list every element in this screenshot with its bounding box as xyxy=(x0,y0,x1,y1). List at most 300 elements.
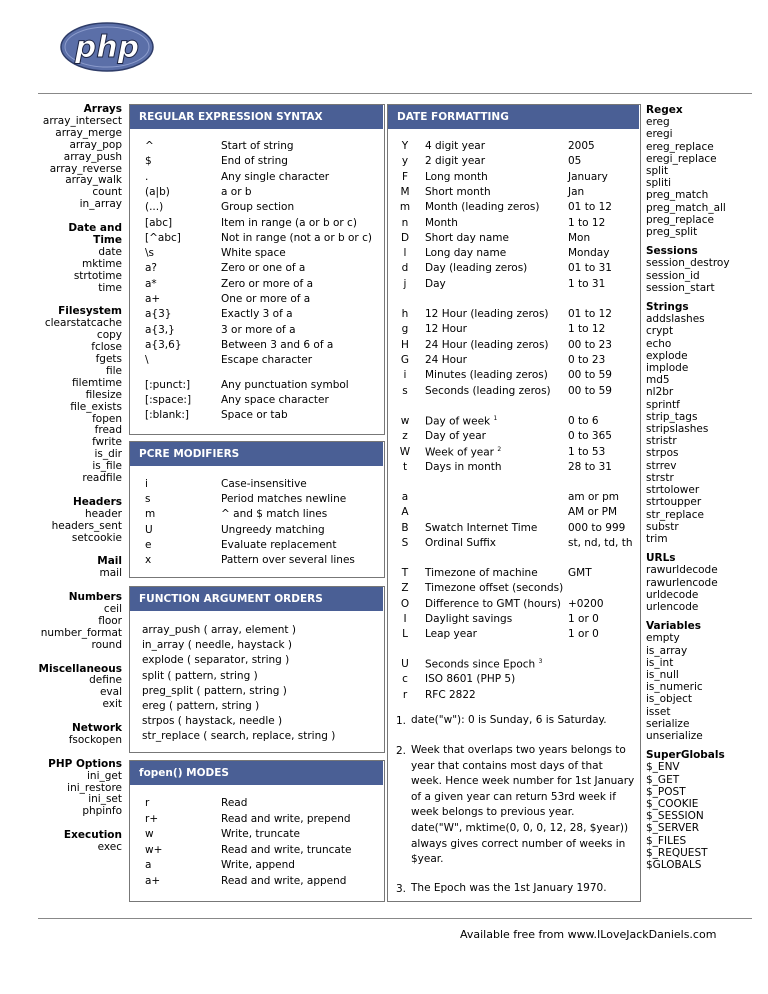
section-gap xyxy=(38,747,122,759)
date-char: m xyxy=(399,201,411,214)
date-description: 2 digit year xyxy=(425,155,486,168)
date-char: A xyxy=(401,506,409,519)
function-item: is_dir xyxy=(94,448,122,461)
regex-token: a{3,6} xyxy=(145,338,182,351)
note-text: year that contains most days of that xyxy=(411,759,603,772)
date-char: I xyxy=(403,612,407,625)
date-description: Difference to GMT (hours) xyxy=(425,597,562,610)
date-char: g xyxy=(401,323,409,336)
regex-meaning: a or b xyxy=(221,185,252,198)
date-char: S xyxy=(401,536,409,549)
section-gap xyxy=(646,545,756,552)
function-item: stristr xyxy=(646,435,677,448)
regex-token: (a|b) xyxy=(145,185,170,198)
date-char: G xyxy=(400,353,410,366)
pcre-flag: m xyxy=(145,508,156,521)
date-char: a xyxy=(401,491,409,503)
function-item: preg_split xyxy=(646,226,698,239)
function-item: file_exists xyxy=(70,400,122,413)
function-item: is_array xyxy=(646,644,688,657)
section-heading: SuperGlobals xyxy=(646,749,725,762)
section-gap xyxy=(646,238,756,245)
php-logo xyxy=(60,22,154,72)
function-item: copy xyxy=(96,329,122,342)
func-signature: explode ( separator, string ) xyxy=(142,654,290,667)
fopen-meaning: Read and write, truncate xyxy=(221,843,352,856)
function-item: substr xyxy=(646,520,679,533)
regex-meaning: Any punctuation symbol xyxy=(221,378,349,391)
regex-meaning: Zero or more of a xyxy=(221,277,314,290)
function-item: is_numeric xyxy=(646,681,703,694)
date-example: 1 to 12 xyxy=(568,323,606,336)
date-description: Day xyxy=(425,277,446,290)
date-description: Long day name xyxy=(425,247,507,260)
function-item: phpinfo xyxy=(82,805,122,818)
function-item: count xyxy=(92,186,122,199)
date-description: Short day name xyxy=(425,231,509,244)
regex-token: \ xyxy=(145,354,149,367)
date-description: 24 Hour (leading zeros) xyxy=(425,338,549,351)
section-heading: Execution xyxy=(63,829,122,842)
note-text: week belongs to previous year. xyxy=(411,806,575,819)
function-item: eregi_replace xyxy=(646,152,717,165)
function-item: crypt xyxy=(646,325,674,338)
regex-meaning: Group section xyxy=(221,201,295,214)
fopen-meaning: Write, append xyxy=(221,859,295,871)
regex-meaning: Exactly 3 of a xyxy=(221,308,293,321)
func-signature: in_array ( needle, haystack ) xyxy=(142,639,293,652)
date-char: Y xyxy=(401,140,409,152)
note-number: 2. xyxy=(396,745,407,757)
date-example: 1 to 31 xyxy=(568,277,606,290)
function-item: urldecode xyxy=(646,588,699,601)
fopen-mode: w xyxy=(145,828,154,840)
function-item: preg_match_all xyxy=(646,201,726,214)
section-heading: Filesystem xyxy=(58,305,122,318)
function-item: array_push xyxy=(63,150,122,163)
func-signature: preg_split ( pattern, string ) xyxy=(142,684,287,697)
fopen-meaning: Read and write, prepend xyxy=(221,812,351,825)
function-item: session_id xyxy=(646,269,700,282)
function-item: mktime xyxy=(81,257,122,270)
function-item: spliti xyxy=(646,177,672,190)
date-char: Z xyxy=(401,582,409,595)
function-item: array_pop xyxy=(69,138,122,151)
function-item: is_object xyxy=(646,693,692,706)
func-title: FUNCTION ARGUMENT ORDERS xyxy=(130,587,383,611)
function-item: preg_match xyxy=(646,189,709,202)
date-char: H xyxy=(401,338,409,351)
section-heading: PHP Options xyxy=(48,757,122,770)
date-char: y xyxy=(401,155,409,168)
date-example: 00 to 23 xyxy=(568,338,612,351)
fopen-mode: a+ xyxy=(145,874,161,887)
function-item: array_intersect xyxy=(42,114,122,127)
regex-meaning: Any single character xyxy=(221,170,330,183)
function-item: nl2br xyxy=(646,386,674,399)
date-char: T xyxy=(401,567,409,579)
regex-token: \s xyxy=(145,247,155,260)
date-char: l xyxy=(403,247,407,260)
date-example: 1 or 0 xyxy=(568,628,599,641)
function-item: strpos xyxy=(646,447,679,460)
date-char: O xyxy=(400,597,410,610)
date-description: Month xyxy=(425,216,458,229)
date-char: M xyxy=(400,185,410,198)
regex-title: REGULAR EXPRESSION SYNTAX xyxy=(130,105,383,129)
section-heading: Numbers xyxy=(68,591,122,604)
date-description: Long month xyxy=(425,170,488,183)
date-description: Leap year xyxy=(425,628,477,641)
function-item: setcookie xyxy=(71,531,122,544)
fopen-mode: w+ xyxy=(145,843,163,856)
date-example: st, nd, td, th xyxy=(568,536,633,549)
note-number: 1. xyxy=(396,715,407,727)
function-item: $_ENV xyxy=(646,761,680,774)
date-example: 0 to 6 xyxy=(568,415,599,427)
function-item: headers_sent xyxy=(51,519,122,532)
footnote-ref: 2 xyxy=(497,445,502,453)
date-example: 1 or 0 xyxy=(568,612,599,625)
section-heading: Miscellaneous xyxy=(38,662,122,675)
function-item: array_merge xyxy=(55,126,122,139)
date-char: F xyxy=(401,170,409,183)
function-item: fsockopen xyxy=(68,733,122,746)
note-text: week. Hence week number for 1st January xyxy=(411,775,635,788)
date-example: Monday xyxy=(568,247,610,260)
date-example: 28 to 31 xyxy=(568,460,612,473)
pcre-meaning: ^ and $ match lines xyxy=(221,508,328,521)
function-item: eregi xyxy=(646,128,673,141)
regex-token: ^ xyxy=(145,140,154,152)
function-item: ini_set xyxy=(88,793,122,806)
function-item: readfile xyxy=(82,472,122,485)
regex-meaning: Any space character xyxy=(221,393,329,406)
footer-credit: Available free from www.ILoveJackDaniels.com xyxy=(460,928,717,941)
date-description: Minutes (leading zeros) xyxy=(425,369,548,382)
left-function-index xyxy=(38,104,122,854)
pcre-flag: x xyxy=(145,554,152,566)
function-item: number_format xyxy=(40,626,122,639)
regex-meaning: Space or tab xyxy=(221,409,288,422)
note-text: The Epoch was the 1st January 1970. xyxy=(411,882,607,894)
function-item: split xyxy=(646,165,669,178)
date-description: 24 Hour xyxy=(425,353,467,366)
function-item: $GLOBALS xyxy=(646,858,702,871)
function-item: in_array xyxy=(79,198,122,211)
section-heading: Headers xyxy=(72,495,122,508)
function-item: unserialize xyxy=(646,729,703,742)
date-description: Week of year $^2$ xyxy=(425,445,502,459)
function-item: addslashes xyxy=(646,313,705,326)
date-char: z xyxy=(402,430,408,443)
note-number: 3. xyxy=(396,883,407,895)
pcre-meaning: Case-insensitive xyxy=(221,478,307,490)
date-description: RFC 2822 xyxy=(425,688,476,701)
regex-token: a{3,} xyxy=(145,323,175,336)
function-item: serialize xyxy=(646,717,690,730)
date-example: 1 to 53 xyxy=(568,445,606,458)
note-text: Week that overlaps two years belongs to xyxy=(411,744,626,756)
date-description: Days in month xyxy=(425,460,502,473)
pcre-flag: s xyxy=(145,493,151,506)
date-example: 0 to 23 xyxy=(568,353,606,366)
date-example: Jan xyxy=(568,185,585,198)
section-heading: Mail xyxy=(97,555,122,568)
section-gap xyxy=(646,613,756,620)
function-item: session_start xyxy=(646,281,715,294)
date-description: 4 digit year xyxy=(425,140,486,152)
date-description: Day of week $^1$ xyxy=(425,415,498,428)
date-description: ISO 8601 (PHP 5) xyxy=(425,673,516,686)
regex-meaning: Start of string xyxy=(221,140,294,152)
func-signature: str_replace ( search, replace, string ) xyxy=(142,730,336,743)
pcre-title: PCRE MODIFIERS xyxy=(130,442,383,466)
date-char: s xyxy=(402,384,408,397)
date-char: w xyxy=(400,415,410,427)
function-item: $_COOKIE xyxy=(646,797,699,810)
fopen-mode: r xyxy=(145,797,150,809)
date-example: Mon xyxy=(568,231,591,244)
function-item: is_file xyxy=(92,460,122,473)
top-rule xyxy=(38,93,752,94)
date-description: Ordinal Suffix xyxy=(425,536,497,549)
regex-token: a* xyxy=(145,277,157,290)
date-example: 01 to 12 xyxy=(568,308,612,320)
regex-token: (...) xyxy=(145,201,164,214)
regex-token: $ xyxy=(145,155,152,168)
fopen-meaning: Write, truncate xyxy=(221,828,300,840)
function-item: exit xyxy=(102,698,122,711)
function-item: floor xyxy=(98,614,122,627)
date-char: d xyxy=(401,262,409,275)
function-item: ini_restore xyxy=(67,781,122,794)
function-item: session_destroy xyxy=(646,257,730,270)
section-heading: Date and Time xyxy=(68,222,122,246)
function-item: define xyxy=(89,674,122,687)
fopen-mode: r+ xyxy=(145,812,159,825)
regex-token: [:punct:] xyxy=(145,378,191,391)
section-heading: Variables xyxy=(646,620,701,633)
date-char: h xyxy=(401,308,409,320)
function-item: header xyxy=(85,507,122,520)
date-description: Month (leading zeros) xyxy=(425,201,540,214)
note-text: of a given year can return 53rd week if xyxy=(411,790,616,803)
function-item: ini_get xyxy=(87,769,122,782)
date-example: GMT xyxy=(568,567,592,579)
regex-meaning: Item in range (a or b or c) xyxy=(221,216,357,229)
date-char: L xyxy=(402,628,408,641)
function-item: filemtime xyxy=(72,376,122,389)
function-item: mail xyxy=(99,567,122,580)
bottom-rule xyxy=(38,918,752,919)
date-char: U xyxy=(401,658,409,670)
function-item: is_null xyxy=(646,668,679,681)
pcre-flag: e xyxy=(145,538,152,551)
date-char: t xyxy=(402,460,408,473)
function-item: fwrite xyxy=(92,436,122,449)
date-example: 05 xyxy=(568,155,582,168)
function-item: strstr xyxy=(646,471,674,484)
function-item: fgets xyxy=(95,353,122,365)
regex-meaning: Zero or one of a xyxy=(221,262,306,275)
regex-meaning: Escape character xyxy=(221,354,313,367)
function-item: preg_replace xyxy=(646,213,714,226)
svg-text:php: php xyxy=(74,30,140,65)
regex-token: [:blank:] xyxy=(145,409,190,422)
date-description: Timezone offset (seconds) xyxy=(425,582,564,595)
function-item: stripslashes xyxy=(646,423,709,436)
date-description: Seconds (leading zeros) xyxy=(425,384,551,397)
function-item: ceil xyxy=(103,602,122,615)
func-signature: ereg ( pattern, string ) xyxy=(142,700,260,712)
function-item: $_SERVER xyxy=(646,822,700,835)
fopen-meaning: Read and write, append xyxy=(221,874,347,887)
function-item: is_int xyxy=(646,656,674,669)
function-item: fopen xyxy=(92,412,122,425)
date-char: D xyxy=(400,231,410,244)
note-text: always gives correct number of weeks in xyxy=(411,837,626,850)
note-text: date("W", mktime(0, 0, 0, 12, 28, $year)) xyxy=(411,822,629,834)
function-item: strtotime xyxy=(73,269,122,282)
date-description: Day of year xyxy=(425,430,486,443)
regex-meaning: Between 3 and 6 of a xyxy=(221,338,334,351)
date-char: r xyxy=(402,688,408,701)
function-item: $_POST xyxy=(646,785,686,798)
date-char: i xyxy=(403,369,407,382)
pcre-meaning: Period matches newline xyxy=(221,493,347,506)
function-item: file xyxy=(106,364,122,377)
function-item: strtoupper xyxy=(646,496,702,509)
pcre-flag: i xyxy=(145,478,148,490)
function-item: array_walk xyxy=(65,174,122,187)
fopen-meaning: Read xyxy=(221,797,248,809)
date-description: Short month xyxy=(425,185,491,198)
function-item: implode xyxy=(646,362,689,375)
function-item: str_replace xyxy=(646,508,704,521)
function-item: echo xyxy=(646,337,672,350)
date-description: Daylight savings xyxy=(425,612,513,625)
regex-token: a? xyxy=(145,262,158,275)
function-item: strtolower xyxy=(646,484,700,497)
regex-meaning: White space xyxy=(221,247,286,260)
fopen-mode: a xyxy=(145,859,152,871)
function-item: rawurldecode xyxy=(646,564,718,577)
date-description: 12 Hour (leading zeros) xyxy=(425,308,549,320)
func-signature: strpos ( haystack, needle ) xyxy=(142,715,283,728)
function-item: date xyxy=(98,245,122,258)
date-example: AM or PM xyxy=(568,506,618,519)
regex-token: [:space:] xyxy=(145,393,192,406)
footnote-ref: 1 xyxy=(493,415,498,422)
date-title: DATE FORMATTING xyxy=(388,105,639,129)
function-item: fclose xyxy=(91,341,122,354)
date-description: Timezone of machine xyxy=(425,567,538,579)
section-heading: Regex xyxy=(646,104,683,116)
date-char: n xyxy=(401,216,409,229)
date-description: Swatch Internet Time xyxy=(425,521,538,534)
date-description: Seconds since Epoch $^3$ xyxy=(425,658,543,671)
function-item: $_FILES xyxy=(646,834,687,847)
function-item: $_SESSION xyxy=(646,810,704,823)
section-heading: Sessions xyxy=(646,245,698,258)
footnote-ref: 3 xyxy=(538,658,543,665)
func-signature: array_push ( array, element ) xyxy=(142,624,296,636)
pcre-meaning: Pattern over several lines xyxy=(221,554,355,566)
function-item: sprintf xyxy=(646,398,680,411)
pcre-meaning: Evaluate replacement xyxy=(221,538,337,551)
date-char: W xyxy=(399,445,411,458)
function-item: $_REQUEST xyxy=(646,846,708,859)
function-item: rawurlencode xyxy=(646,576,718,589)
date-example: January xyxy=(568,170,608,183)
pcre-flag: U xyxy=(145,523,153,536)
function-item: ereg xyxy=(646,116,670,129)
date-example: 000 to 999 xyxy=(568,521,626,534)
date-example: +0200 xyxy=(568,597,604,610)
function-item: ereg_replace xyxy=(646,140,714,153)
note-text: date("w"): 0 is Sunday, 6 is Saturday. xyxy=(411,714,607,726)
section-gap xyxy=(646,294,756,301)
function-item: explode xyxy=(646,349,688,362)
regex-token: [^abc] xyxy=(145,231,181,244)
section-heading: Network xyxy=(71,722,122,735)
function-item: time xyxy=(98,281,122,294)
function-item: clearstatcache xyxy=(44,317,122,330)
function-item: trim xyxy=(646,532,668,545)
section-gap xyxy=(38,652,122,664)
section-gap xyxy=(646,742,756,749)
fopen-title: fopen() MODES xyxy=(130,761,383,785)
right-function-index xyxy=(646,104,756,871)
func-signature: split ( pattern, string ) xyxy=(142,669,258,682)
pcre-meaning: Ungreedy matching xyxy=(221,523,325,536)
function-item: isset xyxy=(646,705,671,718)
regex-token: [abc] xyxy=(145,216,173,229)
function-item: eval xyxy=(99,686,122,699)
date-example: 00 to 59 xyxy=(568,384,612,397)
date-example: 0 to 365 xyxy=(568,430,612,443)
date-example: 00 to 59 xyxy=(568,369,612,382)
date-example: 01 to 12 xyxy=(568,201,612,214)
function-item: fread xyxy=(94,424,122,437)
function-item: strrev xyxy=(646,459,677,472)
regex-token: a+ xyxy=(145,293,161,305)
section-heading: Arrays xyxy=(83,103,122,115)
function-item: $_GET xyxy=(646,773,680,786)
regex-token: a{3} xyxy=(145,308,172,321)
date-description: 12 Hour xyxy=(425,323,467,336)
function-item: round xyxy=(91,638,122,651)
section-heading: URLs xyxy=(646,552,676,565)
function-item: urlencode xyxy=(646,600,699,613)
function-item: exec xyxy=(97,841,122,854)
date-example: 2005 xyxy=(568,140,595,152)
function-item: array_reverse xyxy=(49,162,122,175)
date-char: j xyxy=(403,277,407,290)
date-char: c xyxy=(402,673,408,686)
function-item: empty xyxy=(646,632,680,645)
section-heading: Strings xyxy=(646,301,689,314)
function-item: md5 xyxy=(646,374,670,387)
date-char: B xyxy=(401,521,409,534)
date-description: Day (leading zeros) xyxy=(425,262,528,275)
note-text: $year. xyxy=(411,853,444,866)
function-item: strip_tags xyxy=(646,410,698,423)
regex-meaning: 3 or more of a xyxy=(221,323,296,336)
date-example: am or pm xyxy=(568,491,619,503)
function-item: filesize xyxy=(85,388,122,401)
